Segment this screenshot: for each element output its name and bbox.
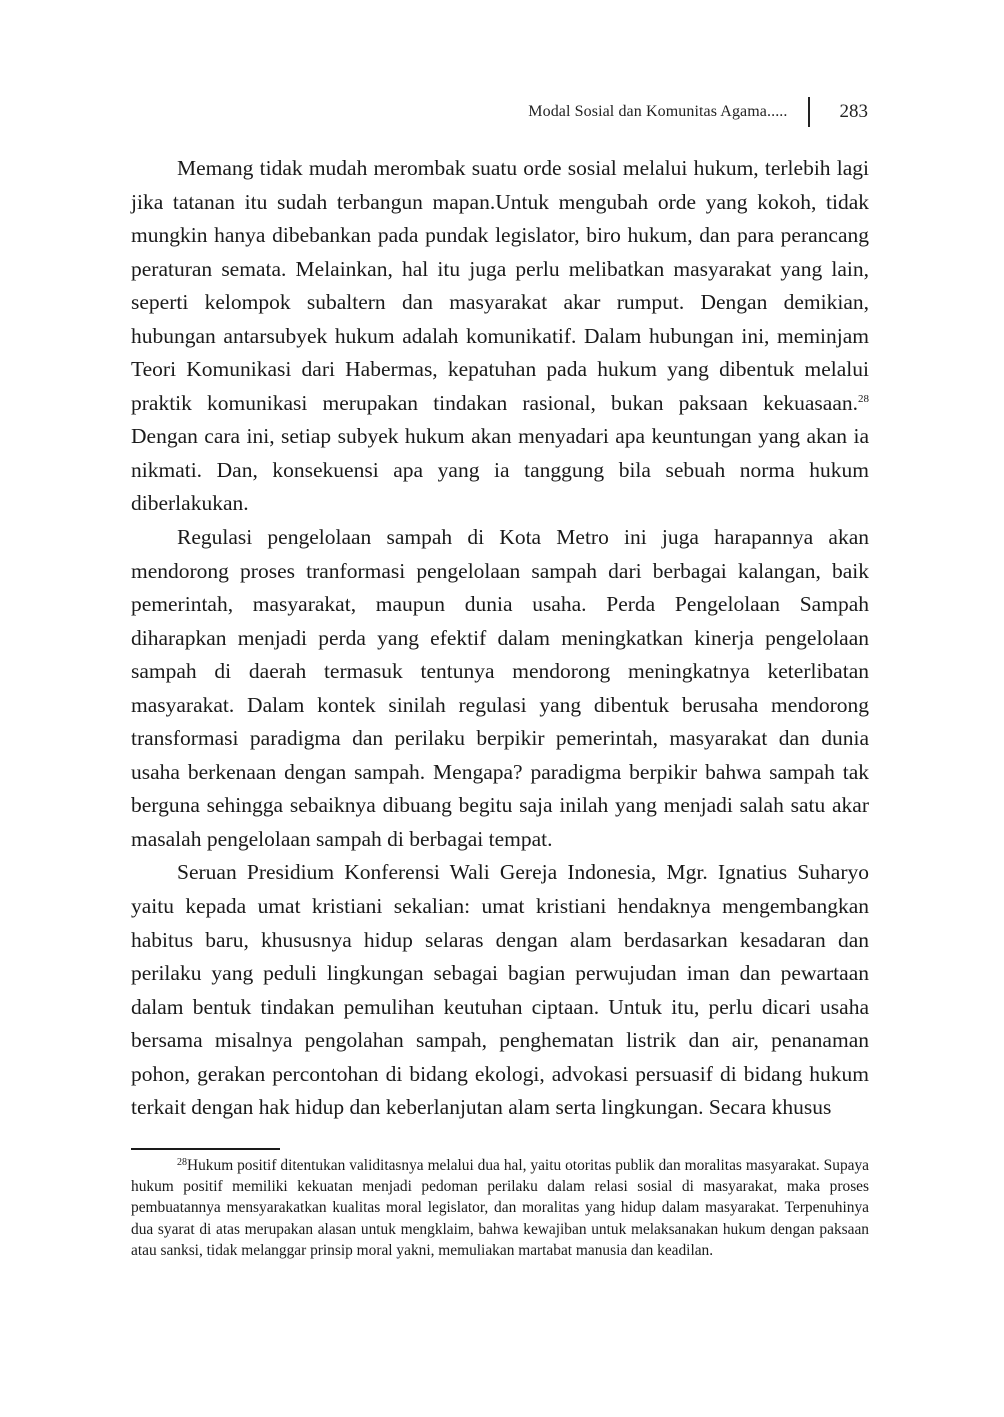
main-text xyxy=(131,152,869,1125)
page-number: 283 xyxy=(839,101,868,122)
footnote-number: 28 xyxy=(177,1157,187,1168)
footnote-text: Hukum positif ditentukan validitasnya melalui dua hal, yaitu otoritas publik dan moralitas masyarakat. Supaya hukum positif memiliki kekuatan menjadi pedoman perilaku dalam relasi sosial di masyarakat, maka proses pembuatannya mensyarakatkan kualitas moral legislator, dan moralitas yang hidup dalam masyarakat. Terpenuhinya dua syarat di atas merupakan alasan untuk mengklaim, bahwa kewajiban untuk melaksanakan hukum dengan paksaan atau sanksi, tidak melanggar prinsip moral yakni, memuliakan martabat manusia dan keadilan. xyxy=(131,1157,869,1259)
footnote-reference[interactable]: 28 xyxy=(858,392,869,405)
running-title: Modal Sosial dan Komunitas Agama..... xyxy=(528,103,788,120)
footnote-28 xyxy=(131,1155,869,1261)
running-header xyxy=(528,100,868,124)
paragraph-1 xyxy=(131,152,869,521)
paragraph-1-text-b: Dengan cara ini, setiap subyek hukum akan menyadari apa keuntungan yang akan ia nikmati. Dan, konsekuensi apa yang ia tanggung bila sebuah norma hukum diberlakukan. xyxy=(131,424,869,516)
footnote xyxy=(131,1155,869,1261)
paragraph-2: Regulasi pengelolaan sampah di Kota Metro ini juga harapannya akan mendorong proses tranformasi pengelolaan sampah dari berbagai kalangan, baik pemerintah, masyarakat, maupun dunia usaha. Perda Pengelolaan Sampah diharapkan menjadi perda yang efektif dalam meningkatkan kinerja pengelolaan sampah di daerah termasuk tentunya mendorong meningkatnya keterlibatan masyarakat. Dalam kontek sinilah regulasi yang dibentuk berusaha mendorong transformasi paradigma dan perilaku berpikir pemerintah, masyarakat dan dunia usaha berkenaan dengan sampah. Mengapa? paradigma berpikir bahwa sampah tak berguna sehingga sebaiknya dibuang begitu saja inilah yang menjadi salah satu akar masalah pengelolaan sampah di berbagai tempat. xyxy=(131,525,869,851)
footnote-separator xyxy=(131,1148,280,1150)
header-divider xyxy=(808,97,810,127)
paragraph-3: Seruan Presidium Konferensi Wali Gereja Indonesia, Mgr. Ignatius Suharyo yaitu kepada umat kristiani sekalian: umat kristiani hendaknya mengembangkan habitus baru, khususnya hidup selaras dengan alam berdasarkan kesadaran dan perilaku yang peduli lingkungan sebagai bagian perwujudan iman dan pewartaan dalam bentuk tindakan pemulihan keutuhan ciptaan. Untuk itu, perlu dicari usaha bersama misalnya pengolahan sampah, penghematan listrik dan air, penanaman pohon, gerakan percontohan di bidang ekologi, advokasi persuasif di bidang hukum terkait dengan hak hidup dan keberlanjutan alam serta lingkungan. Secara khusus xyxy=(131,860,869,1120)
paragraph-1-text-a: Memang tidak mudah merombak suatu orde sosial melalui hukum, terlebih lagi jika tatanan itu sudah terbangun mapan.Untuk mengubah orde yang kokoh, tidak mungkin hanya dibebankan pada pundak legislator, biro hukum, dan para perancang peraturan semata. Melainkan, hal itu juga perlu melibatkan masyarakat yang lain, seperti kelompok subaltern dan masyarakat akar rumput. Dengan demikian, hubungan antarsubyek hukum adalah komunikatif. Dalam hubungan ini, meminjam Teori Komunikasi dari Habermas, kepatuhan pada hukum yang dibentuk melalui praktik komunikasi merupakan tindakan rasional, bukan paksaan kekuasaan. xyxy=(131,156,869,415)
